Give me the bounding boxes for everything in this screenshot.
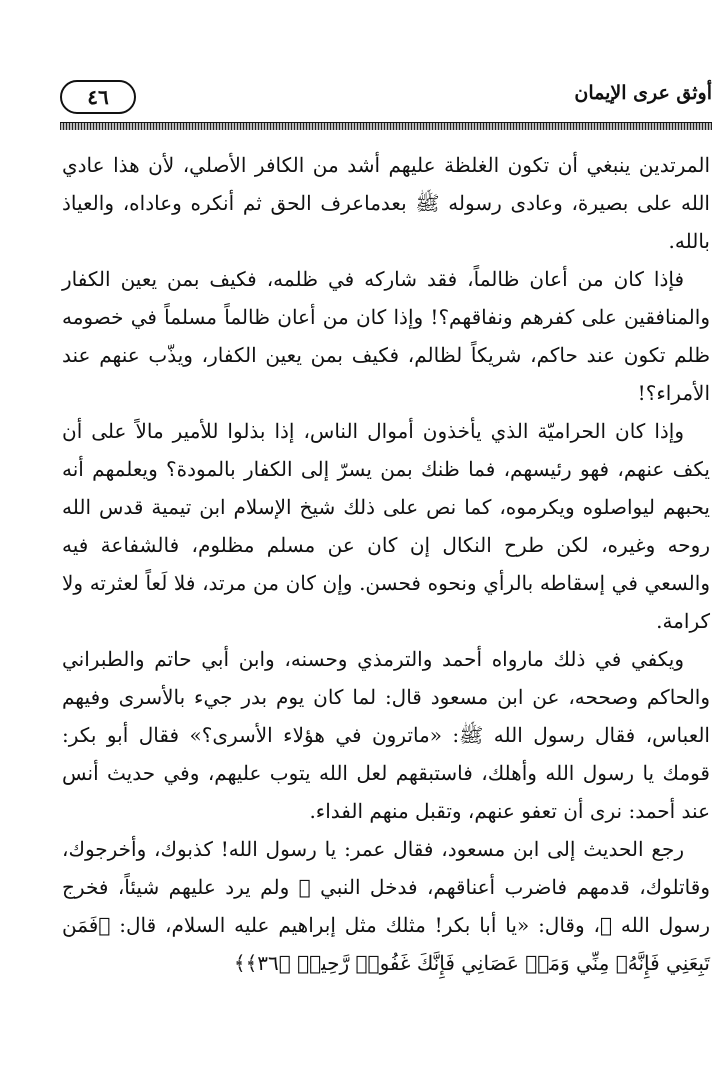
paragraph: المرتدين ينبغي أن تكون الغلظة عليهم أشد من الكافر الأصلي، لأن هذا عادي الله على بصيرة، وعادى رسوله ﷺ بعدماعرف الحق ثم أنكره وعاداه، والعياذ بالله. [62,153,710,253]
running-title: أوثق عرى الإيمان [574,82,712,104]
paragraph: وإذا كان الحراميّة الذي يأخذون أموال الناس، إذا بذلوا للأمير مالاً على أن يكف عنهم، فهو رئيسهم، فما ظنك بمن يسرّ إلى الكفار بالمودة؟ ويعلمهم أنه يحبهم ليواصلوه ويكرموه، كما نص على ذلك شيخ الإسلام ابن تيمية قدس الله روحه وغيره، لكن طرح النكال إن كان عن مسلم مظلوم، فالشفاعة فيه والسعي في إسقاطه بالرأي ونحوه فحسن. وإن كان من مرتد، فلا لَعاً لعثرته ولا كرامة. [62,419,710,633]
page-header [60,80,712,120]
page-number: ٤٦ [60,80,136,114]
body-text [62,146,710,982]
header-rule [60,122,712,130]
paragraph: ويكفي في ذلك مارواه أحمد والترمذي وحسنه، وابن أبي حاتم والطبراني والحاكم وصححه، عن ابن مسعود قال: لما كان يوم بدر جيء بالأسرى وفيهم العباس، فقال رسول الله ﷺ: «ماترون في هؤلاء الأسرى؟» فقال أبو بكر: قومك يا رسول الله وأهلك، فاستبقهم لعل الله يتوب عليهم، وفي حديث أنس عند أحمد: نرى أن تعفو عنهم، وتقبل منهم الفداء. [62,647,710,823]
paragraph: فإذا كان من أعان ظالماً، فقد شاركه في ظلمه، فكيف بمن يعين الكفار والمنافقين على كفرهم ونفاقهم؟! وإذا كان من أعان ظالماً مسلماً في خصومه ظلم تكون عند حاكم، شريكاً لظالم، فكيف بمن يعين الكفار، ويذّب عنهم عند الأمراء؟! [62,267,710,405]
paragraph: رجع الحديث إلى ابن مسعود، فقال عمر: يا رسول الله! كذبوك، وأخرجوك، وقاتلوك، قدمهم فاضرب أعناقهم، فدخل النبي ﷺ ولم يرد عليهم شيئاً، فخرج رسول الله ﷺ، وقال: «يا أبا بكر! مثلك مثل إبراهيم عليه السلام، قال: ﴿فَمَن تَبِعَنِي فَإِنَّهُۥ مِنِّي وَمَنۡ عَصَانِي فَإِنَّكَ غَفُورٞ رَّحِيمٞ ﴿٣٦﴾﴾ [62,837,710,975]
